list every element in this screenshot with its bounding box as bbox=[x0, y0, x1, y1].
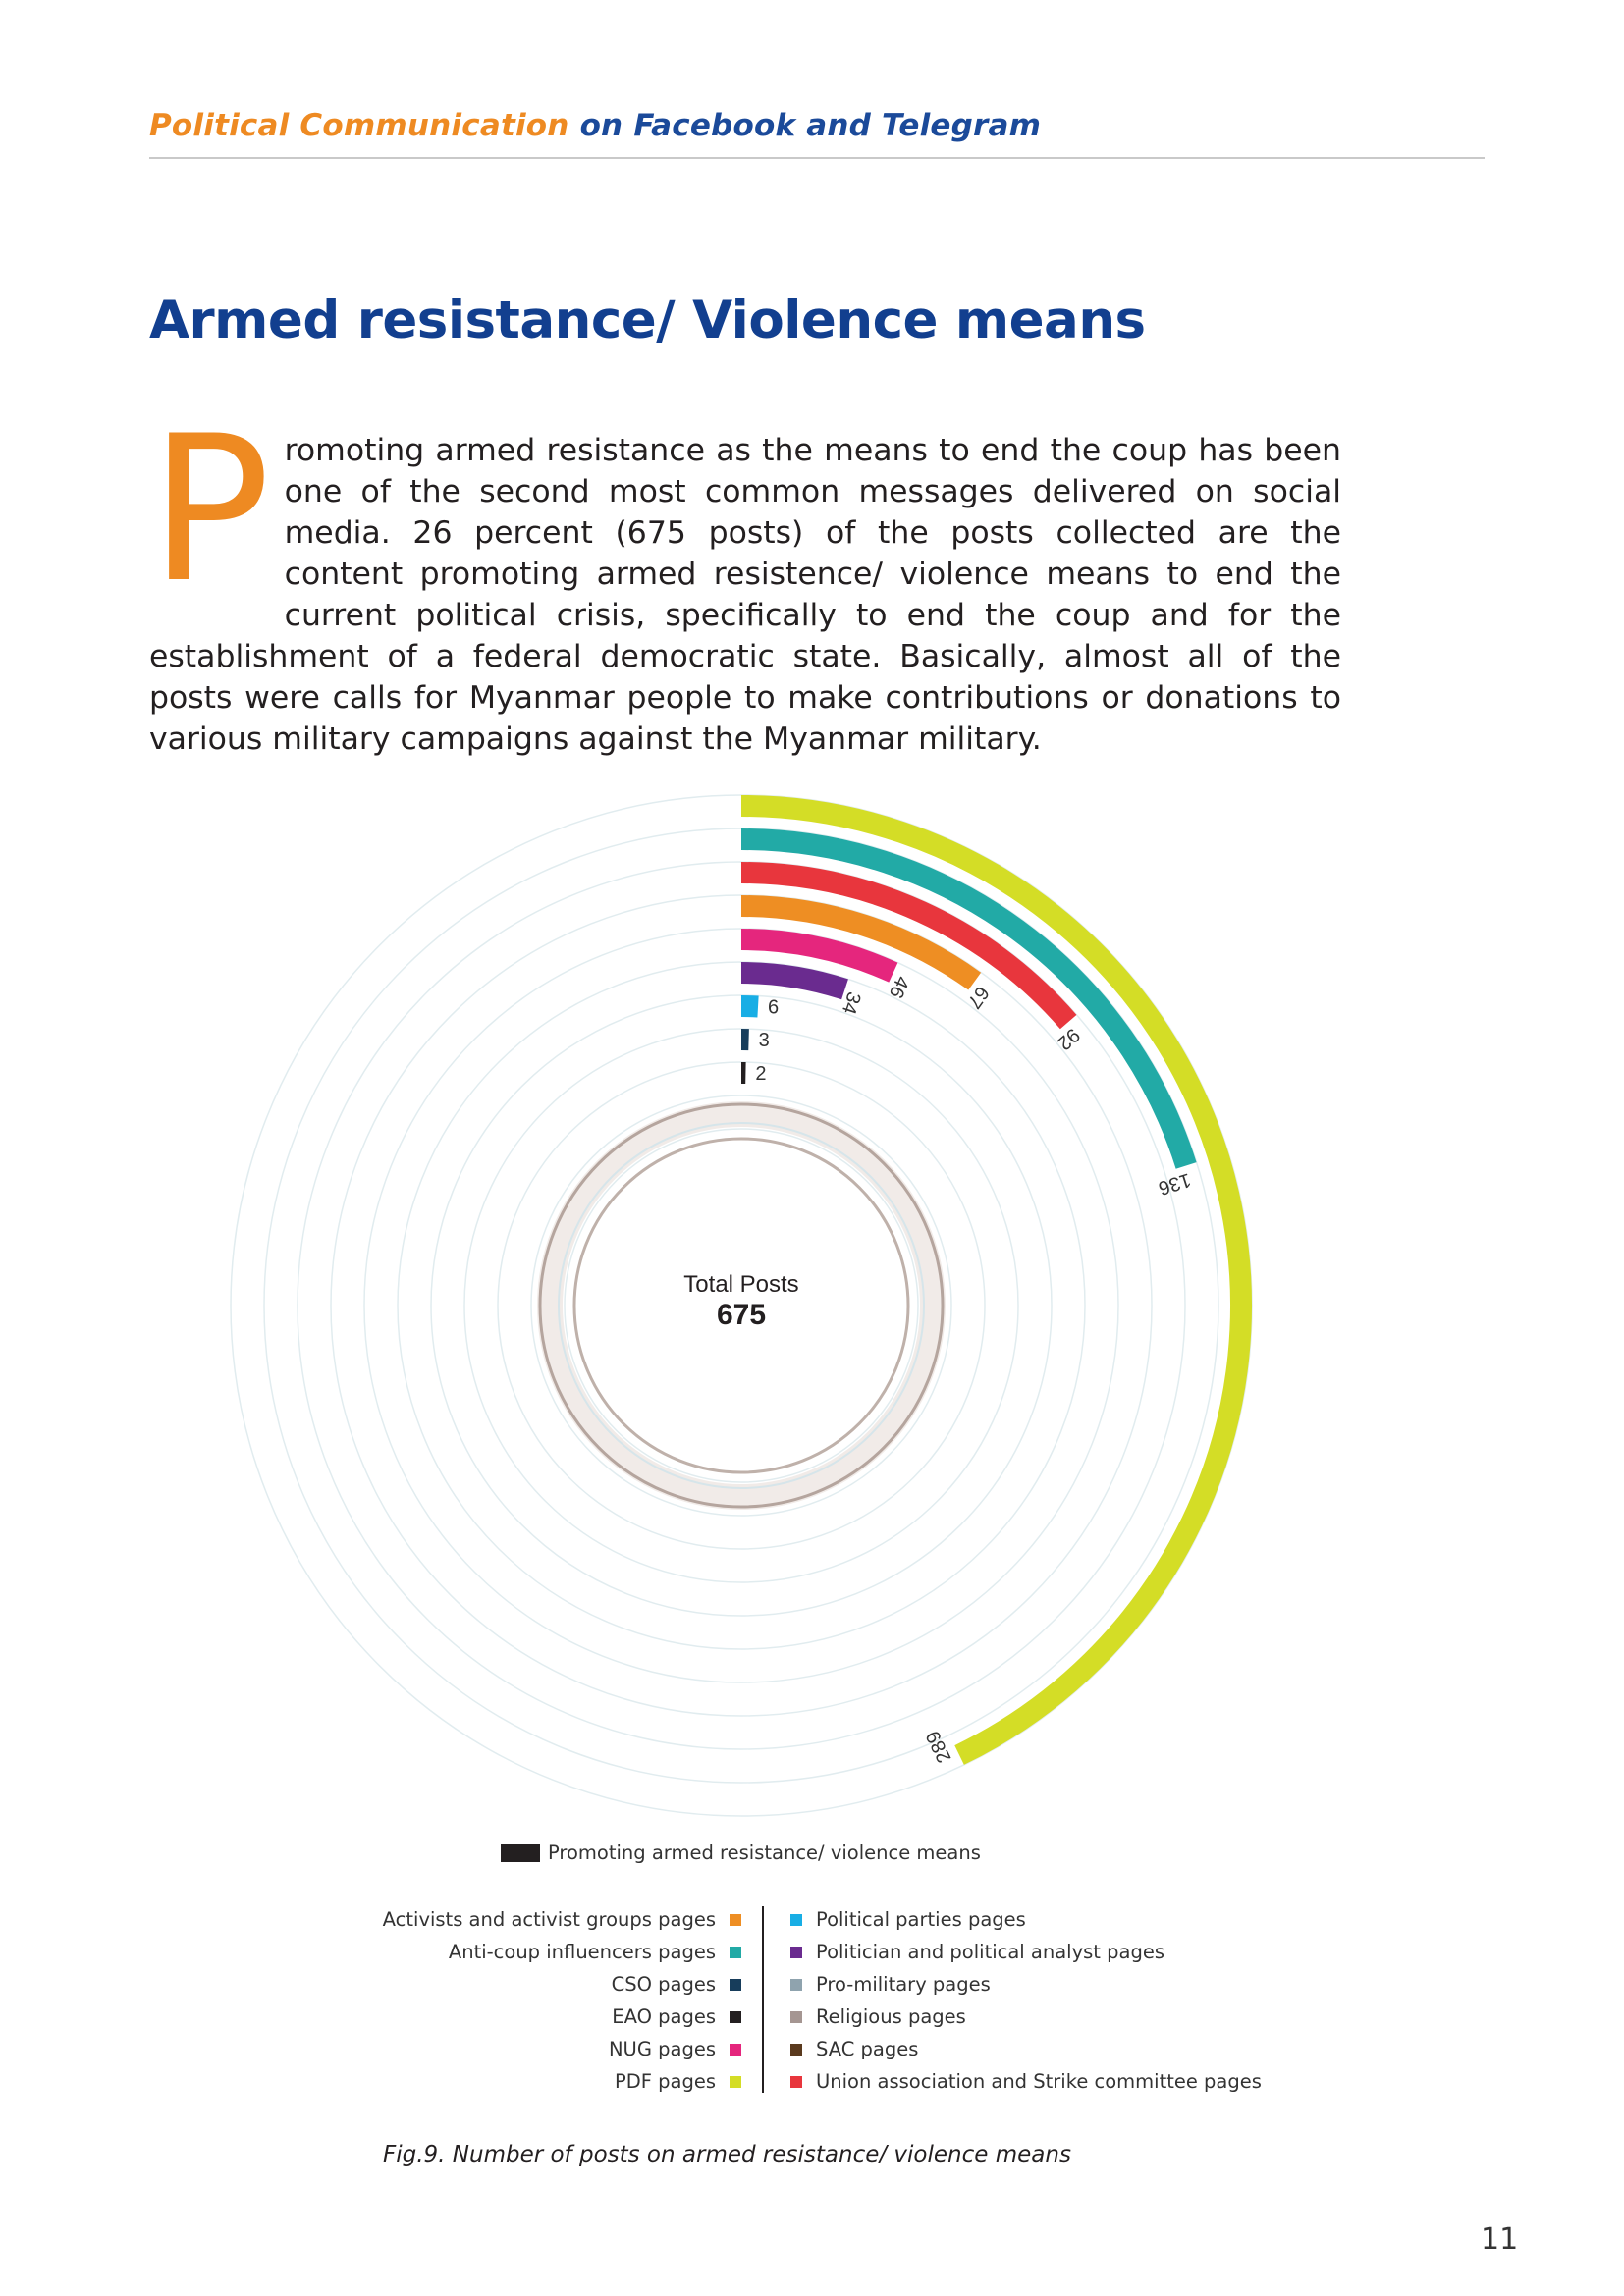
legend-swatch bbox=[730, 2044, 741, 2056]
bar-politician-and-political-analyst-pages bbox=[741, 973, 845, 989]
legend-label: Religious pages bbox=[816, 2005, 966, 2028]
section-title: Armed resistance/ Violence means bbox=[149, 291, 1146, 350]
center-total: 675 bbox=[716, 1299, 767, 1331]
legend-item bbox=[373, 1968, 741, 2001]
legend-label: Politician and political analyst pages bbox=[816, 1941, 1164, 1963]
legend-label: Activists and activist groups pages bbox=[382, 1908, 716, 1931]
legend-swatch bbox=[790, 1914, 802, 1926]
legend-swatch bbox=[790, 2044, 802, 2056]
value-label: 67 bbox=[962, 982, 994, 1013]
legend-item bbox=[790, 2033, 1301, 2065]
chart-bars bbox=[741, 806, 1241, 1755]
legend-label: Political parties pages bbox=[816, 1908, 1026, 1931]
legend-item bbox=[373, 2033, 741, 2065]
legend-swatch bbox=[790, 1947, 802, 1958]
legend-label: EAO pages bbox=[612, 2005, 716, 2028]
legend-label: Union association and Strike committee pages bbox=[816, 2070, 1262, 2093]
legend-item bbox=[790, 2065, 1301, 2098]
running-header-part2: on Facebook and Telegram bbox=[579, 108, 1042, 143]
legend-item bbox=[790, 2001, 1301, 2033]
legend-label: SAC pages bbox=[816, 2038, 919, 2060]
drop-cap: P bbox=[149, 394, 271, 627]
intro-text: romoting armed resistance as the means to end the coup has been one of the second most common messages delivered on social media. 26 percent (675 posts) of the posts collected are the content promoting armed resistence/ violence means to end the current political crisis, specifically to end the coup and for the establishment of a federal democratic state. Basically, almost all of the posts were calls for Myanmar people to make contributions or donations to various military campaigns against the Myanmar military. bbox=[149, 433, 1341, 757]
legend-swatch bbox=[730, 1979, 741, 1991]
legend-item bbox=[373, 2001, 741, 2033]
page-number: 11 bbox=[1481, 2222, 1519, 2257]
value-label: 92 bbox=[1053, 1023, 1084, 1054]
value-label: 136 bbox=[1155, 1168, 1194, 1200]
legend-item bbox=[373, 1936, 741, 1968]
value-label: 6 bbox=[768, 996, 780, 1019]
legend-item bbox=[790, 1968, 1301, 2001]
legend-item bbox=[790, 1936, 1301, 1968]
legend-swatch bbox=[730, 2011, 741, 2023]
legend-swatch bbox=[730, 2076, 741, 2088]
value-label: 3 bbox=[758, 1030, 770, 1052]
legend-item bbox=[373, 1903, 741, 1936]
legend-left-column bbox=[373, 1903, 741, 2098]
legend-label: Anti-coup influencers pages bbox=[448, 1941, 716, 1963]
legend-divider bbox=[762, 1906, 764, 2093]
header-rule bbox=[149, 157, 1485, 159]
legend-right-column bbox=[790, 1903, 1301, 2098]
figure-caption: Fig.9. Number of posts on armed resistance/ violence means bbox=[383, 2142, 1071, 2167]
main-legend-swatch bbox=[501, 1844, 540, 1862]
legend-swatch bbox=[790, 1979, 802, 1991]
legend-label: NUG pages bbox=[608, 2038, 716, 2060]
running-header bbox=[149, 108, 1041, 143]
legend-swatch bbox=[730, 1947, 741, 1958]
legend-item bbox=[790, 1903, 1301, 1936]
main-legend bbox=[501, 1842, 981, 1864]
chart-value-labels bbox=[755, 973, 1193, 1766]
running-header-part1: Political Communication bbox=[149, 108, 569, 143]
legend-swatch bbox=[790, 2011, 802, 2023]
value-label: 34 bbox=[837, 988, 865, 1017]
value-label: 46 bbox=[884, 972, 913, 1002]
main-legend-label: Promoting armed resistance/ violence means bbox=[548, 1842, 981, 1864]
legend-label: CSO pages bbox=[611, 1973, 716, 1996]
legend-swatch bbox=[730, 1914, 741, 1926]
legend-label: Pro-military pages bbox=[816, 1973, 991, 1996]
legend-swatch bbox=[790, 2076, 802, 2088]
center-label: Total Posts bbox=[683, 1271, 799, 1298]
value-label: 289 bbox=[922, 1727, 956, 1767]
legend-label: PDF pages bbox=[614, 2070, 716, 2093]
legend-item bbox=[373, 2065, 741, 2098]
intro-paragraph bbox=[149, 394, 1341, 760]
value-label: 2 bbox=[755, 1063, 767, 1085]
radial-bar-chart bbox=[216, 775, 1296, 1836]
